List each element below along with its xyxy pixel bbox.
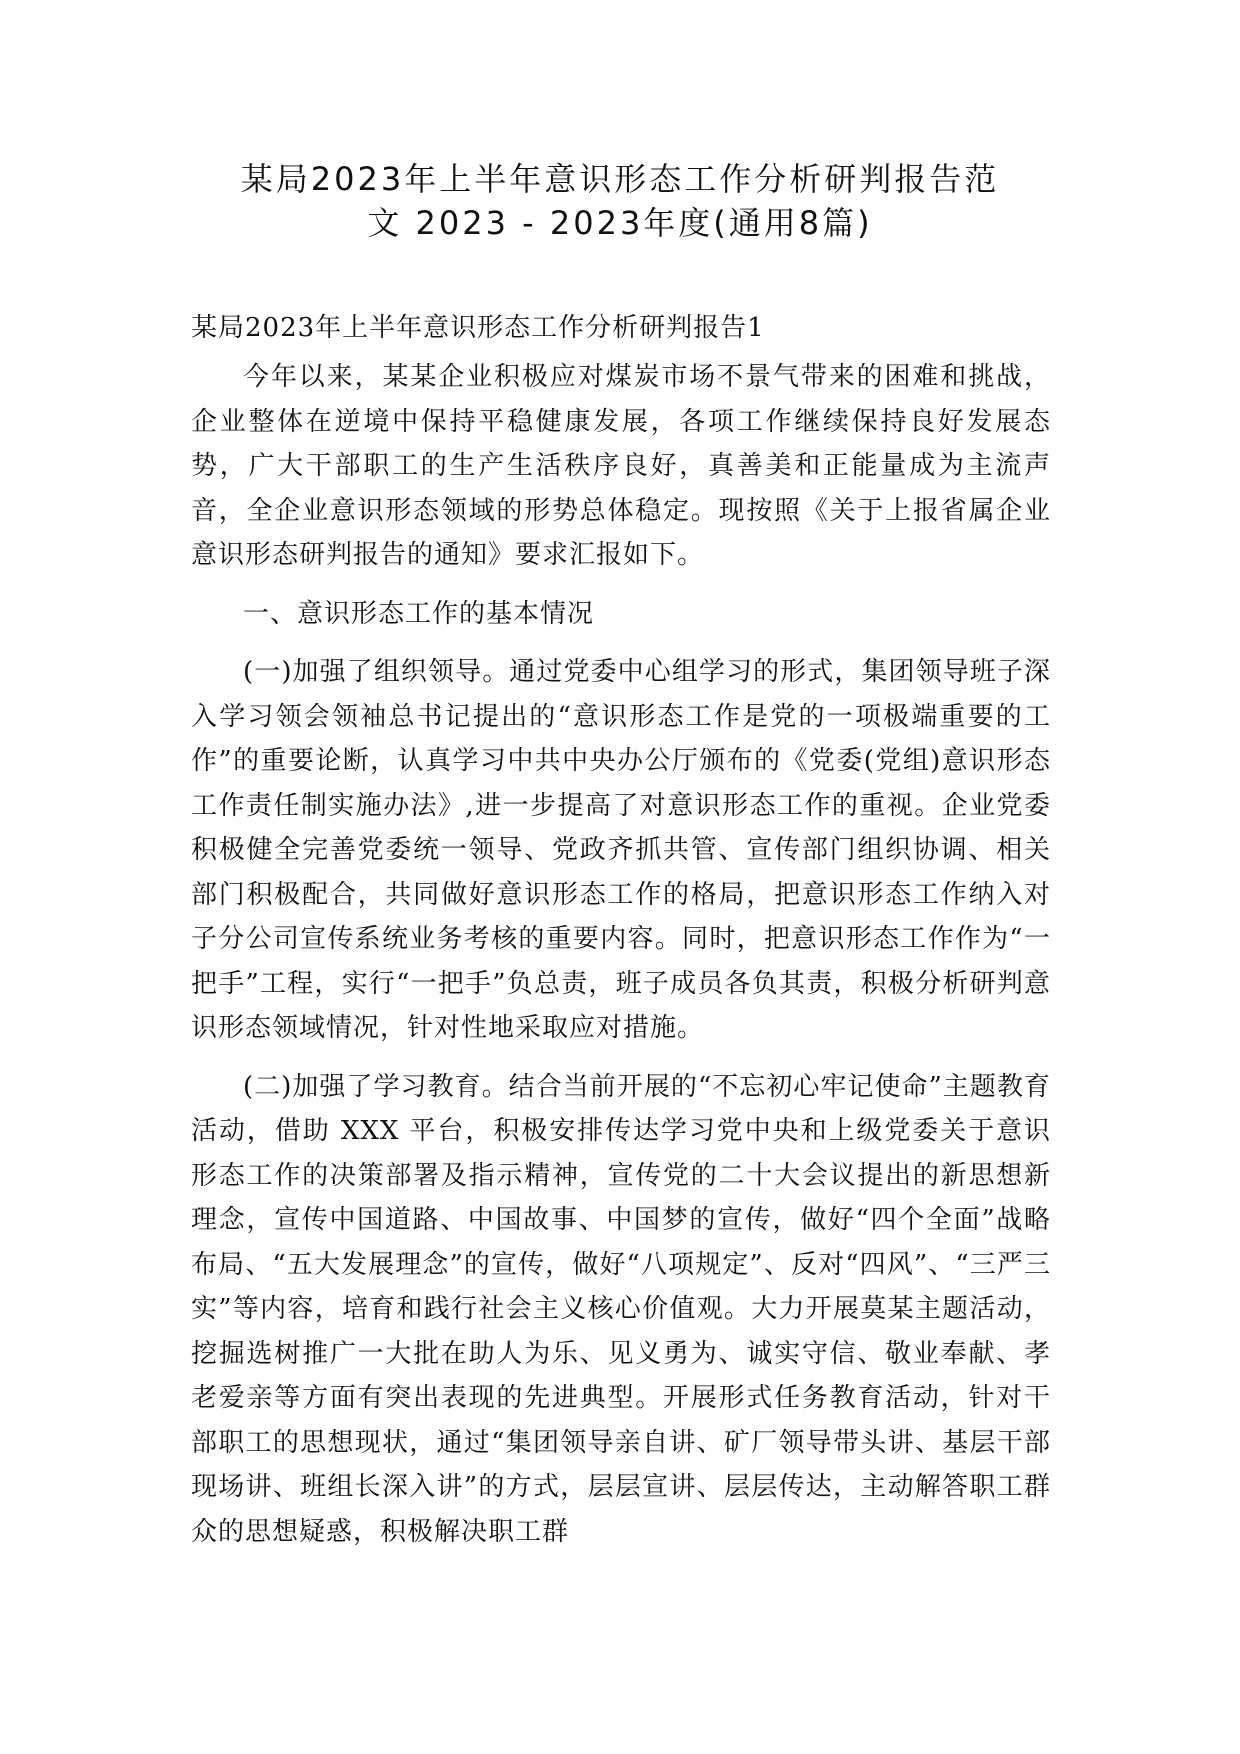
document-title: [190, 157, 1050, 245]
document-title-line-1: 某局2023年上半年意识形态工作分析研判报告范: [240, 160, 1000, 198]
paragraph-organization-leadership: (一)加强了组织领导。通过党委中心组学习的形式，集团领导班子深入学习领会领袖总书记提出的“意识形态工作是党的一项极端重要的工作”的重要论断，认真学习中共中央办公厅颁布的《党委(党组)意识形态工作责任制实施办法》,进一步提高了对意识形态工作的重视。企业党委积极健全完善党委统一领导、党政齐抓共管、宣传部门组织协调、相关部门积极配合，共同做好意识形态工作的格局，把意识形态工作纳入对子分公司宣传系统业务考核的重要内容。同时，把意识形态工作作为“一把手”工程，实行“一把手”负总责，班子成员各负其责，积极分析研判意识形态领域情况，针对性地采取应对措施。: [191, 657, 1051, 1043]
paragraph-subheading: 一、意识形态工作的基本情况: [243, 598, 595, 629]
section-heading: 某局2023年上半年意识形态工作分析研判报告1: [191, 313, 765, 343]
document-body: [191, 305, 1051, 1568]
paragraph-study-education: (二)加强了学习教育。结合当前开展的“不忘初心牢记使命”主题教育活动，借助 XXX 平台，积极安排传达学习党中央和上级党委关于意识形态工作的决策部署及指示精神，宣传党的二十大会议提出的新思想新理念，宣传中国道路、中国故事、中国梦的宣传，做好“四个全面”战略布局、“五大发展理念”的宣传，做好“八项规定”、反对“四风”、“三严三实”等内容，培育和践行社会主义核心价值观。大力开展莫某主题活动，挖掘选树推广一大批在助人为乐、见义勇为、诚实守信、敬业奉献、孝老爱亲等方面有突出表现的先进典型。开展形式任务教育活动，针对干部职工的思想现状，通过“集团领导亲自讲、矿厂领导带头讲、基层干部现场讲、班组长深入讲”的方式，层层宣讲、层层传达，主动解答职工群众的思想疑惑，积极解决职工群: [191, 1071, 1051, 1547]
paragraph-intro: 今年以来，某某企业积极应对煤炭市场不景气带来的困难和挑战，企业整体在逆境中保持平稳健康发展，各项工作继续保持良好发展态势，广大干部职工的生产生活秩序良好，真善美和正能量成为主流声音，全企业意识形态领域的形势总体稳定。现按照《关于上报省属企业意识形态研判报告的通知》要求汇报如下。: [191, 362, 1051, 570]
document-title-line-2: 文 2023 - 2023年度(通用8篇): [367, 204, 873, 242]
